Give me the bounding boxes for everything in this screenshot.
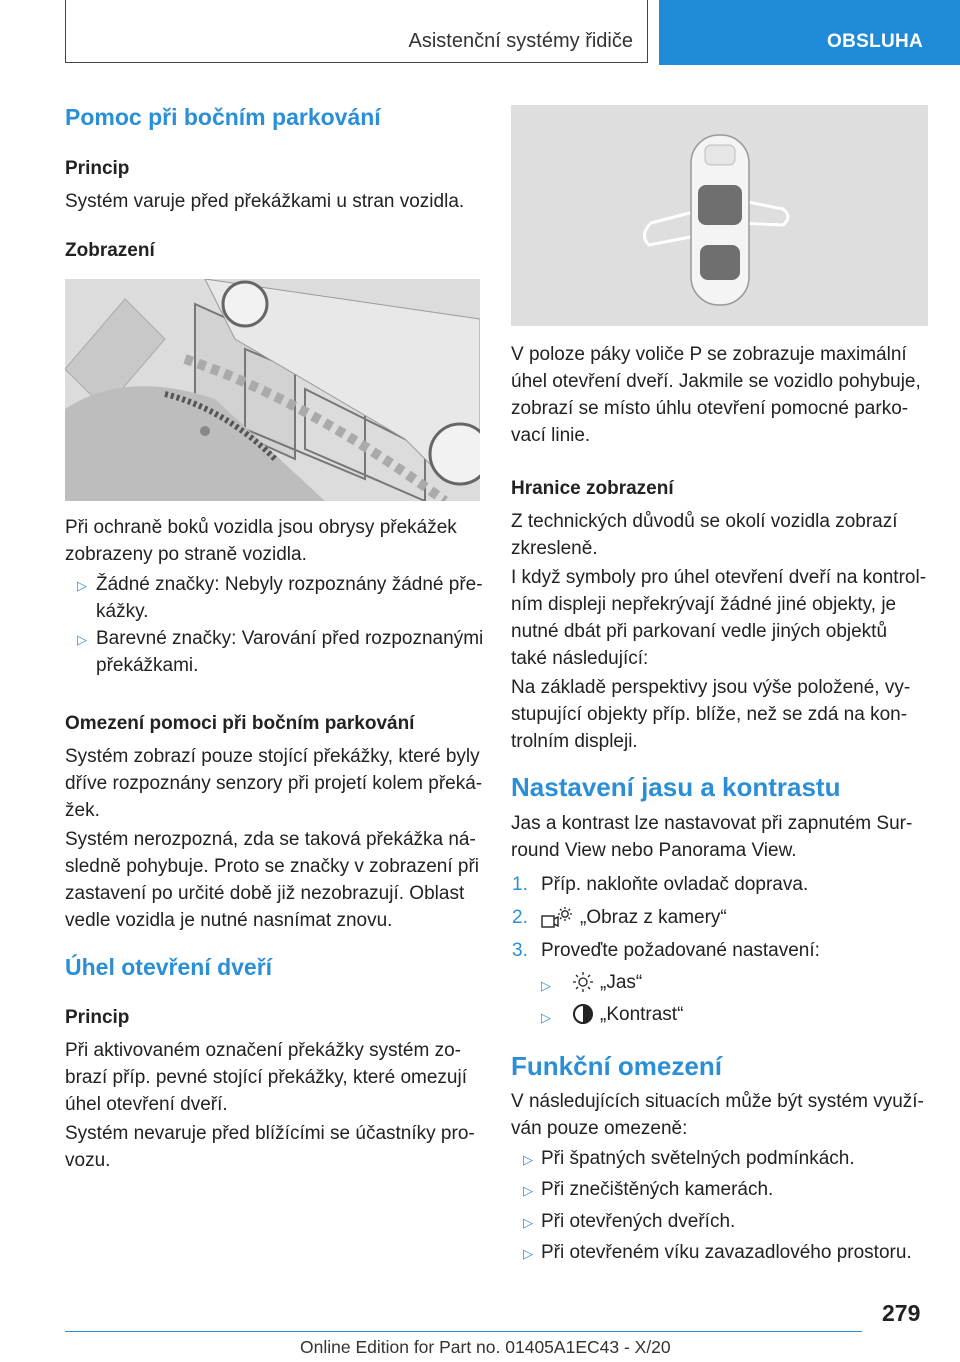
subheading-principle: Princip [65,158,130,179]
paragraph: zkresleně. [511,538,598,559]
paragraph: zobrazí se místo úhlu otevření pomocné parko- [511,398,909,419]
paragraph: V následujících situacích může být systém využí- [511,1091,924,1112]
paragraph: žek. [65,800,100,821]
paragraph: dříve rozpoznány senzory při projetí kolem překá- [65,773,483,794]
list-item: „Jas“ [600,972,643,993]
contrast-icon [572,1003,594,1025]
subheading-display-limits: Hranice zobrazení [511,478,674,499]
list-item: Žádné značky: Nebyly rozpoznány žádné pře- [96,574,483,595]
step-text: Proveďte požadované nastavení: [541,940,820,961]
paragraph: sledně pohybuje. Proto se značky v zobrazení při [65,856,480,877]
paragraph: ván pouze omezeně: [511,1118,688,1139]
list-item: Při otevřených dveřích. [541,1211,736,1232]
bullet-triangle-icon: ▷ [541,978,551,993]
paragraph: Při aktivovaném označení překážky systém zo- [65,1040,461,1061]
camera-settings-icon [541,906,573,930]
subheading-limitations: Omezení pomoci při bočním parkování [65,713,415,734]
paragraph: Systém varuje před překážkami u stran vozidla. [65,191,465,212]
step-text: Příp. nakloňte ovladač doprava. [541,874,809,895]
list-item: Při otevřeném víku zavazadlového prostoru. [541,1242,912,1263]
heading-door-angle: Úhel otevření dveří [65,954,273,980]
paragraph: Jas a kontrast lze nastavovat při zapnutém Sur- [511,813,913,834]
header-frame [65,0,648,63]
paragraph: Systém nevaruje před blížícími se účastníky pro- [65,1123,475,1144]
paragraph: vozu. [65,1150,111,1171]
door-angle-illustration [511,105,928,326]
list-item: Při špatných světelných podmínkách. [541,1148,855,1169]
heading-functional-limits: Funkční omezení [511,1051,722,1081]
side-parking-illustration [65,279,480,501]
step-number: 1. [512,874,528,895]
bullet-triangle-icon: ▷ [541,1010,551,1025]
page-number: 279 [882,1300,921,1326]
paragraph: vací linie. [511,425,591,446]
list-item: Barevné značky: Varování před rozpoznanými [96,628,484,649]
subheading-principle: Princip [65,1007,130,1028]
paragraph: také následující: [511,648,649,669]
heading-side-parking: Pomoc při bočním parkování [65,104,381,130]
list-item: „Kontrast“ [600,1004,684,1025]
heading-brightness-contrast: Nastavení jasu a kontrastu [511,772,841,802]
bullet-triangle-icon: ▷ [523,1183,533,1198]
bullet-triangle-icon: ▷ [77,578,87,593]
paragraph: Na základě perspektivy jsou výše položené, vy- [511,677,911,698]
paragraph: V poloze páky voliče P se zobrazuje maximální [511,344,907,365]
edition-footer: Online Edition for Part no. 01405A1EC43 - X/20 [300,1337,671,1357]
paragraph: úhel otevření dveří. [65,1094,228,1115]
step-text: „Obraz z kamery“ [580,907,727,928]
list-item: kážky. [96,601,149,622]
paragraph: Z technických důvodů se okolí vozidla zobrazí [511,511,898,532]
paragraph: vedle vozidla je nutné nasnímat znovu. [65,910,393,931]
list-item: Při znečištěných kamerách. [541,1179,774,1200]
paragraph: úhel otevření dveří. Jakmile se vozidlo pohybuje, [511,371,921,392]
paragraph: brazí příp. pevné stojící překážky, které omezují [65,1067,467,1088]
paragraph: trolním displeji. [511,731,638,752]
section-title: Asistenční systémy řidiče [408,30,633,52]
paragraph: stupující objekty příp. blíže, než se zdá na kon- [511,704,908,725]
bullet-triangle-icon: ▷ [523,1152,533,1167]
paragraph: I když symboly pro úhel otevření dveří na kontrol- [511,567,927,588]
paragraph: nutné dbát při parkovaní vedle jiných objektů [511,621,888,642]
paragraph: Systém zobrazí pouze stojící překážky, které byly [65,746,480,767]
brightness-icon [572,971,594,993]
subheading-display: Zobrazení [65,240,155,261]
chapter-tab: OBSLUHA [659,0,960,65]
paragraph: zastavení po určité době již nezobrazují. Oblast [65,883,465,904]
paragraph: zobrazeny po straně vozidla. [65,544,307,565]
paragraph: ním displeji nepřekrývají žádné jiné objekty, je [511,594,897,615]
footer-divider [65,1331,862,1332]
list-item: překážkami. [96,655,199,676]
paragraph: round View nebo Panorama View. [511,840,797,861]
step-number: 3. [512,940,528,961]
paragraph: Při ochraně boků vozidla jsou obrysy překážek [65,517,457,538]
bullet-triangle-icon: ▷ [523,1215,533,1230]
paragraph: Systém nerozpozná, zda se taková překážka ná- [65,829,476,850]
step-number: 2. [512,907,528,928]
bullet-triangle-icon: ▷ [523,1246,533,1261]
bullet-triangle-icon: ▷ [77,632,87,647]
